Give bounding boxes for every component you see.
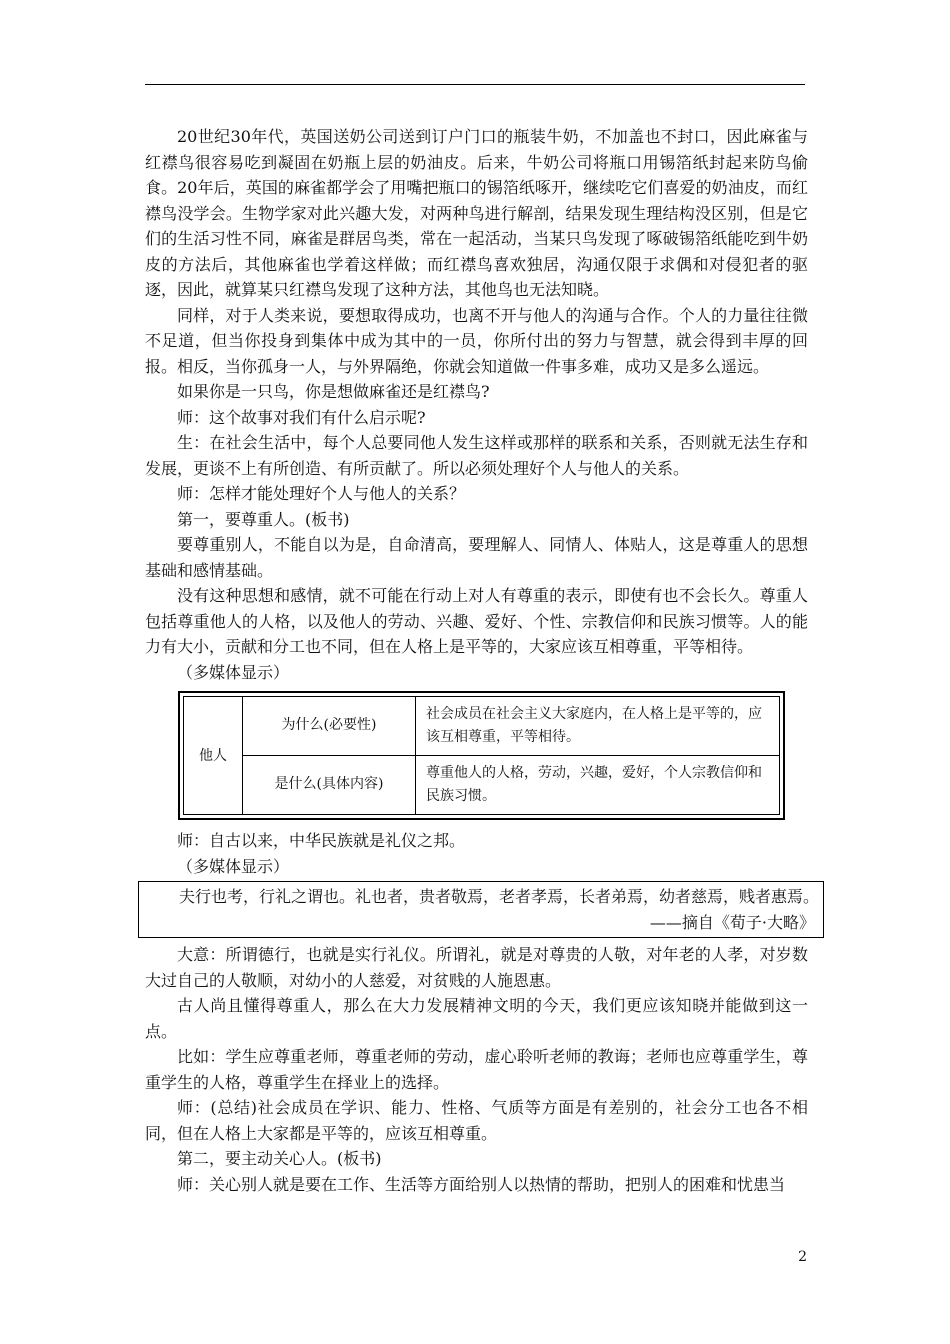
paragraph: 大意：所谓德行，也就是实行礼仪。所谓礼，就是对尊贵的人敬，对年老的人孝，对岁数大过自己的人敬顺，对幼小的人慈爱，对贫贱的人施恩惠。 bbox=[145, 945, 808, 990]
paragraph: 比如：学生应尊重老师，尊重老师的劳动，虚心聆听老师的教诲；老师也应尊重学生，尊重学生的人格，尊重学生在择业上的选择。 bbox=[145, 1047, 808, 1092]
paragraph: 要尊重别人，不能自以为是，自命清高，要理解人、同情人、体贴人，这是尊重人的思想基础和感情基础。 bbox=[145, 535, 808, 580]
paragraph: 第二，要主动关心人。(板书) bbox=[177, 1149, 382, 1168]
paragraph: 师：自古以来，中华民族就是礼仪之邦。 bbox=[177, 831, 466, 850]
table-question-cell: 为什么(必要性) bbox=[243, 697, 416, 756]
paragraph: 没有这种思想和感情，就不可能在行动上对人有尊重的表示，即使有也不会长久。尊重人包括尊重他人的人格，以及他人的劳动、兴趣、爱好、个性、宗教信仰和民族习惯等。人的能力有大小，贡献和分工也不同，但在人格上是平等的，大家应该互相尊重，平等相待。 bbox=[145, 586, 808, 656]
paragraph: 生：在社会生活中，每个人总要同他人发生这样或那样的联系和关系，否则就无法生存和发展，更谈不上有所创造、有所贡献了。所以必须处理好个人与他人的关系。 bbox=[145, 433, 808, 478]
paragraph: 如果你是一只鸟，你是想做麻雀还是红襟鸟? bbox=[177, 382, 490, 401]
paragraph: 师：这个故事对我们有什么启示呢? bbox=[177, 407, 426, 427]
respect-table bbox=[183, 696, 780, 815]
quote-box bbox=[138, 881, 824, 938]
table-row-header: 他人 bbox=[184, 697, 243, 815]
quote-source: ——摘自《荀子·大略》 bbox=[649, 912, 815, 932]
paragraph: 同样，对于人类来说，要想取得成功，也离不开与他人的沟通与合作。个人的力量往往微不足道，但当你投身到集体中成为其中的一员，你所付出的努力与智慧，就会得到丰厚的回报。相反，当你孤身一人，与外界隔绝，你就会知道做一件事多难，成功又是多么遥远。 bbox=[145, 305, 808, 376]
header-rule bbox=[145, 84, 805, 85]
respect-table-frame bbox=[178, 691, 785, 820]
table-question-cell: 是什么(具体内容) bbox=[243, 756, 416, 815]
paragraph: 师：关心别人就是要在工作、生活等方面给别人以热情的帮助，把别人的困难和忧患当 bbox=[177, 1174, 786, 1194]
paragraph: 师：(总结)社会成员在学识、能力、性格、气质等方面是有差别的，社会分工也各不相同，但在人格上大家都是平等的，应该互相尊重。 bbox=[145, 1098, 808, 1143]
table-answer-cell: 尊重他人的人格，劳动，兴趣，爱好，个人宗教信仰和民族习惯。 bbox=[416, 756, 780, 815]
table-answer-cell: 社会成员在社会主义大家庭内，在人格上是平等的，应该互相尊重，平等相待。 bbox=[416, 697, 780, 756]
paragraph: 20世纪30年代，英国送奶公司送到订户门口的瓶装牛奶，不加盖也不封口，因此麻雀与红襟鸟很容易吃到凝固在奶瓶上层的奶油皮。后来，牛奶公司将瓶口用锡箔纸封起来防鸟偷食。20年后，英国的麻雀都学会了用嘴把瓶口的锡箔纸啄开，继续吃它们喜爱的奶油皮，而红襟鸟没学会。生物学家对此兴趣大发，对两种鸟进行解剖，结果发现生理结构没区别，但是它们的生活习性不同，麻雀是群居鸟类，常在一起活动，当某只鸟发现了啄破锡箔纸能吃到牛奶皮的方法后，其他麻雀也学着这样做；而红襟鸟喜欢独居，沟通仅限于求偶和对侵犯者的驱逐，因此，就算某只红襟鸟发现了这种方法，其他鸟也无法知晓。 bbox=[145, 127, 808, 299]
multimedia-note: （多媒体显示） bbox=[177, 856, 290, 876]
document-body bbox=[145, 124, 820, 1197]
table-row bbox=[184, 697, 780, 756]
paragraph: 师：怎样才能处理好个人与他人的关系？ bbox=[177, 484, 466, 503]
multimedia-note: （多媒体显示） bbox=[177, 662, 290, 682]
table-row bbox=[184, 756, 780, 815]
paragraph: 第一，要尊重人。(板书) bbox=[177, 509, 350, 529]
paragraph: 古人尚且懂得尊重人，那么在大力发展精神文明的今天，我们更应该知晓并能做到这一点。 bbox=[145, 996, 808, 1041]
page-number: 2 bbox=[798, 1249, 807, 1265]
quote-text: 夫行也考，行礼之谓也。礼也者，贵者敬焉，老者孝焉，长者弟焉，幼者慈焉，贱者惠焉。 bbox=[179, 887, 820, 906]
